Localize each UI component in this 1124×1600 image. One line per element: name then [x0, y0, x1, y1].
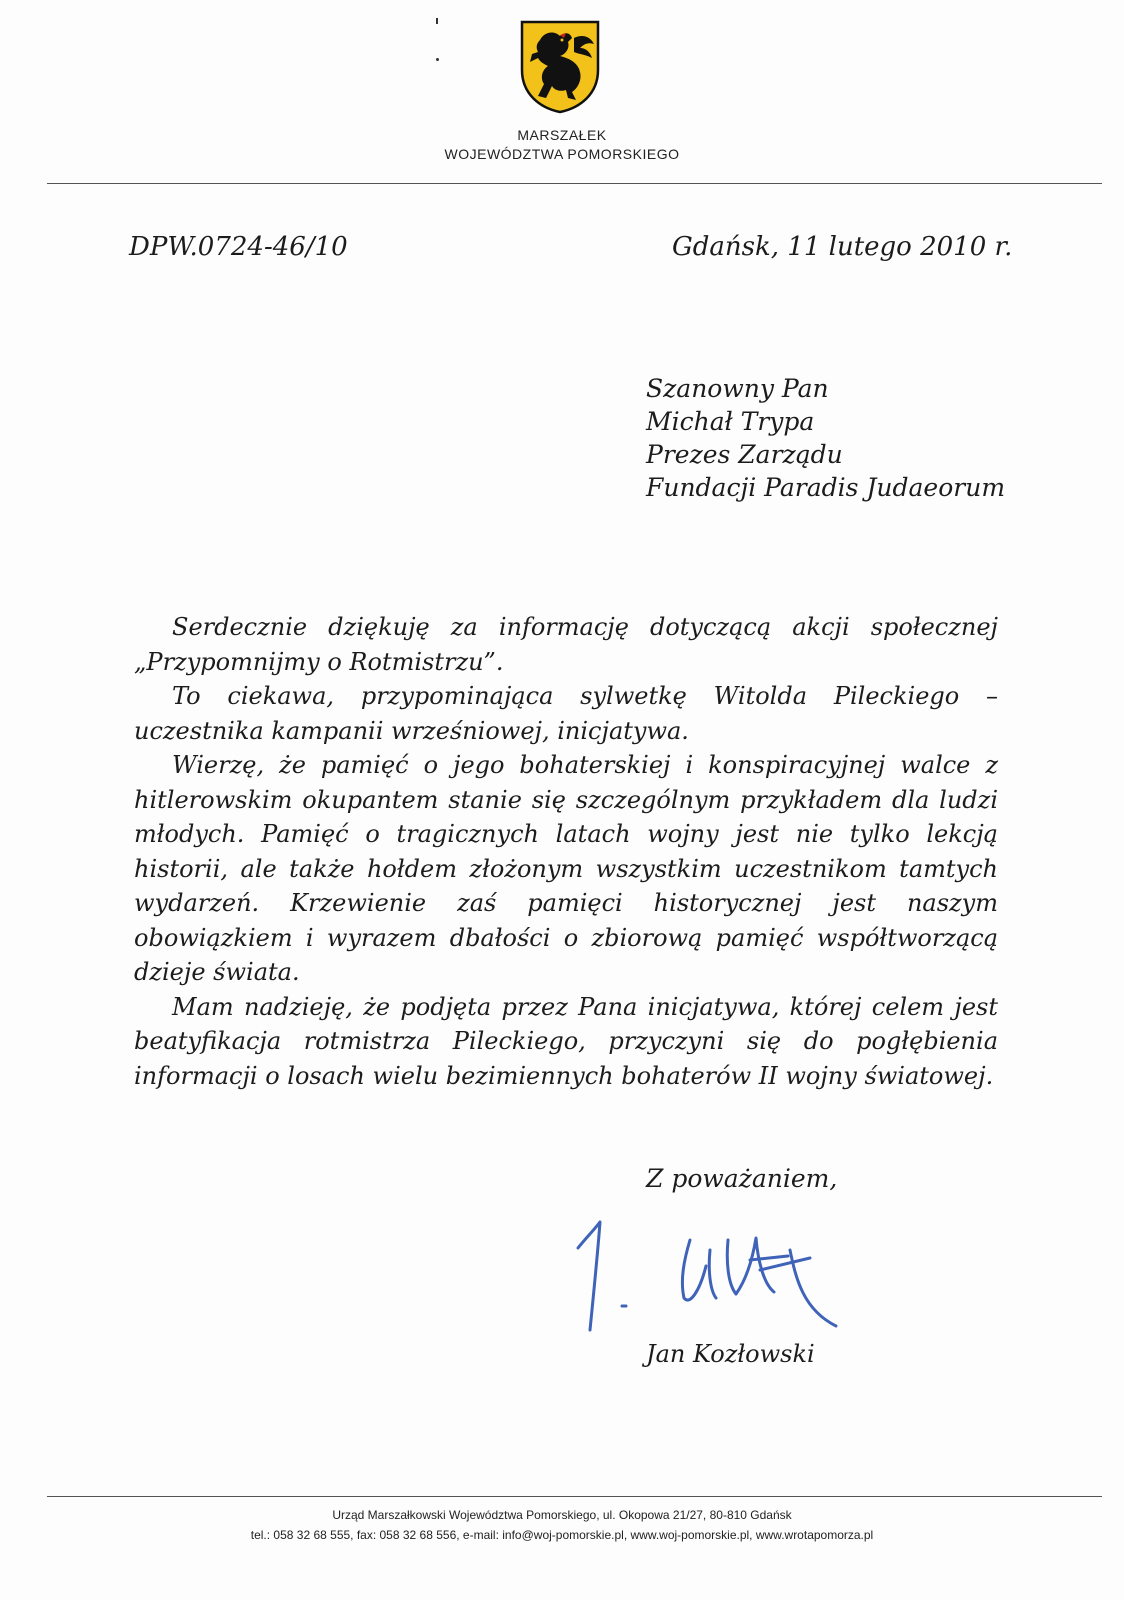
footer-divider	[47, 1496, 1102, 1497]
scan-mark	[436, 58, 439, 61]
office-name	[0, 126, 1124, 164]
body-paragraph: To ciekawa, przypominająca sylwetkę Witolda Pileckiego – uczestnika kampanii wrześniowej, inicjatywa.	[134, 682, 998, 745]
addressee-line: Prezes Zarządu	[646, 440, 843, 469]
body-paragraph: Mam nadzieję, że podjęta przez Pana inicjatywa, której celem jest beatyfikacja rotmistrza Pileckiego, przyczyni się do pogłębienia informacji o losach wielu bezimiennych bohaterów II wojny światowej.	[134, 992, 998, 1090]
footer-address: Urząd Marszałkowski Województwa Pomorskiego, ul. Okopowa 21/27, 80-810 Gdańsk	[332, 1508, 792, 1522]
footer-contact: tel.: 058 32 68 555, fax: 058 32 68 556, e-mail: info@woj-pomorskie.pl, www.woj-pomorskie.pl, www.wrotapomorza.pl	[250, 1528, 874, 1542]
signer-name: Jan Kozłowski	[646, 1340, 815, 1368]
body-paragraph: Wierzę, że pamięć o jego bohaterskiej i konspiracyjnej walce z hitlerowskim okupantem stanie się szczególnym przykładem dla ludzi młodych. Pamięć o tragicznych latach wojny jest nie tylko lekcją historii, ale także hołdem złożonym wszystkim uczestnikom tamtych wydarzeń. Krzewienie zaś pamięci historycznej jest naszym obowiązkiem i wyrazem dbałości o zbiorową pamięć współtworzącą dzieje świata.	[134, 751, 998, 986]
office-title: MARSZAŁEK	[517, 127, 607, 143]
office-region: WOJEWÓDZTWA POMORSKIEGO	[444, 146, 680, 162]
addressee-block	[646, 372, 1005, 504]
letter-body	[134, 610, 998, 1093]
crest-icon	[518, 18, 602, 114]
addressee-line: Michał Trypa	[646, 407, 815, 436]
place-date: Gdańsk, 11 lutego 2010 r.	[672, 232, 1013, 262]
reference-number: DPW.0724-46/10	[129, 232, 348, 262]
body-paragraph: Serdecznie dziękuję za informację dotyczącą akcji społecznej „Przypomnijmy o Rotmistrzu”.	[134, 613, 998, 676]
handwritten-signature	[560, 1210, 920, 1360]
scan-mark	[436, 18, 438, 24]
addressee-line: Fundacji Paradis Judaeorum	[646, 473, 1006, 502]
header-divider	[47, 183, 1102, 184]
closing-salutation: Z poważaniem,	[646, 1164, 838, 1193]
addressee-line: Szanowny Pan	[646, 374, 829, 403]
